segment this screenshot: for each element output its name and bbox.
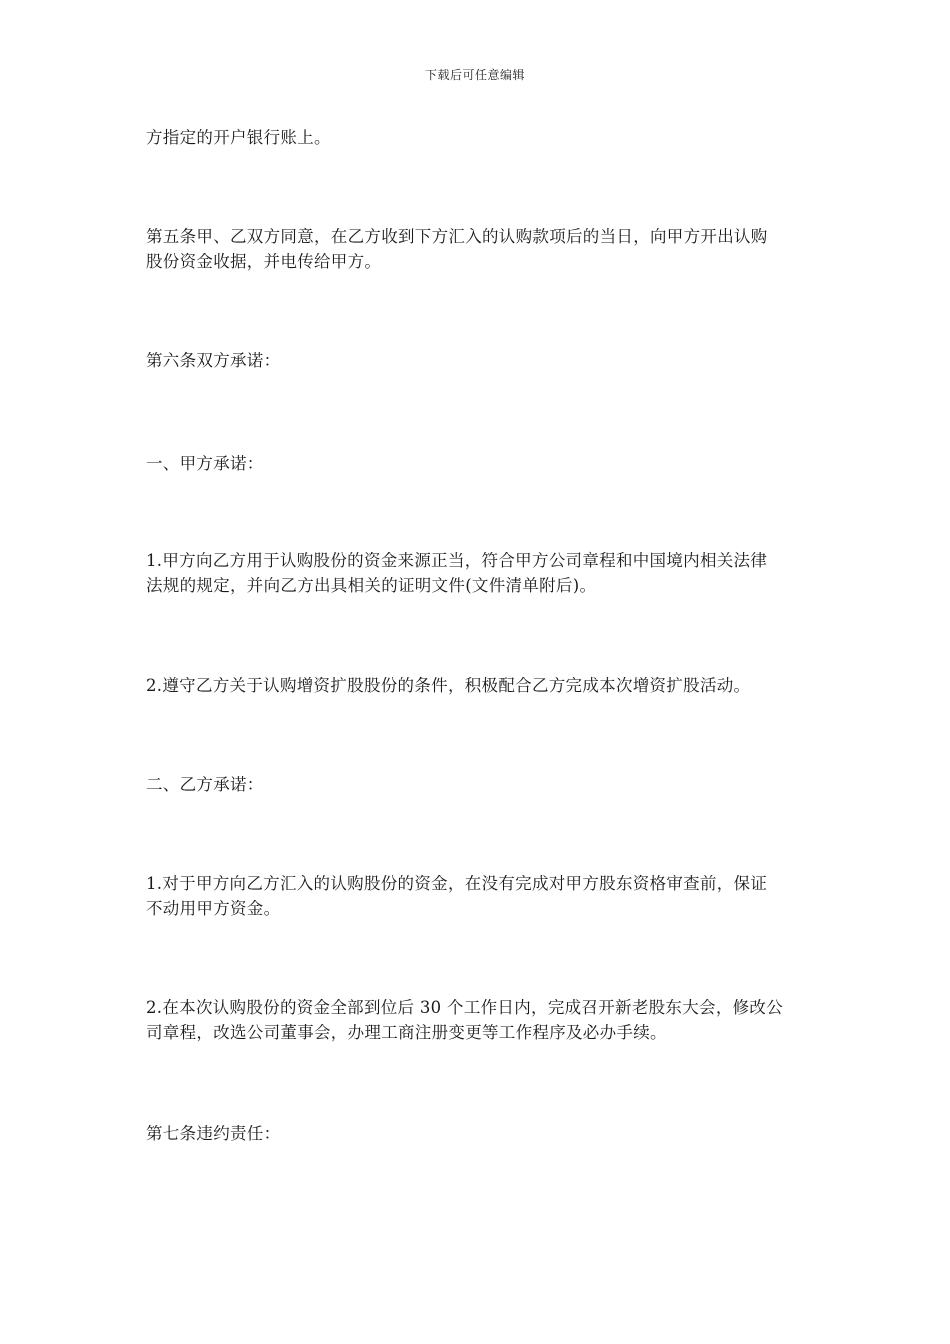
page-header-note: 下载后可任意编辑 [424, 68, 525, 82]
paragraph-line: 不动用甲方资金。 [146, 899, 281, 918]
paragraph-line: 法规的规定，并向乙方出具相关的证明文件(文件清单附后)。 [146, 576, 597, 595]
paragraph-party-a-item-1 [146, 548, 806, 598]
paragraph-party-a-item-2 [146, 673, 806, 698]
paragraph-line: 1.对于甲方向乙方汇入的认购股份的资金，在没有完成对甲方股东资格审查前，保证 [146, 874, 768, 893]
paragraph-bank-account [146, 125, 806, 150]
paragraph-line: 第七条违约责任： [146, 1124, 281, 1143]
paragraph-line: 一、甲方承诺： [146, 454, 264, 473]
paragraph-line: 第六条双方承诺： [146, 351, 281, 370]
paragraph-party-b-item-1 [146, 871, 806, 921]
paragraph-party-b-heading [146, 772, 806, 797]
paragraph-article-6-heading [146, 348, 806, 373]
paragraph-line: 1.甲方向乙方用于认购股份的资金来源正当，符合甲方公司章程和中国境内相关法律 [146, 551, 768, 570]
paragraph-line: 2.遵守乙方关于认购增资扩股股份的条件，积极配合乙方完成本次增资扩股活动。 [146, 676, 751, 695]
paragraph-party-a-heading [146, 451, 806, 476]
paragraph-line: 二、乙方承诺： [146, 775, 264, 794]
paragraph-article-7-heading [146, 1121, 806, 1146]
paragraph-line: 司章程，改选公司董事会，办理工商注册变更等工作程序及必办手续。 [146, 1023, 667, 1042]
paragraph-line: 第五条甲、乙双方同意，在乙方收到下方汇入的认购款项后的当日，向甲方开出认购 [146, 227, 768, 246]
paragraph-line: 方指定的开户银行账上。 [146, 128, 331, 147]
paragraph-line: 股份资金收据，并电传给甲方。 [146, 252, 382, 271]
paragraph-article-5 [146, 224, 806, 274]
paragraph-party-b-item-2 [146, 995, 806, 1045]
paragraph-line: 2.在本次认购股份的资金全部到位后 30 个工作日内，完成召开新老股东大会，修改公 [146, 998, 784, 1017]
